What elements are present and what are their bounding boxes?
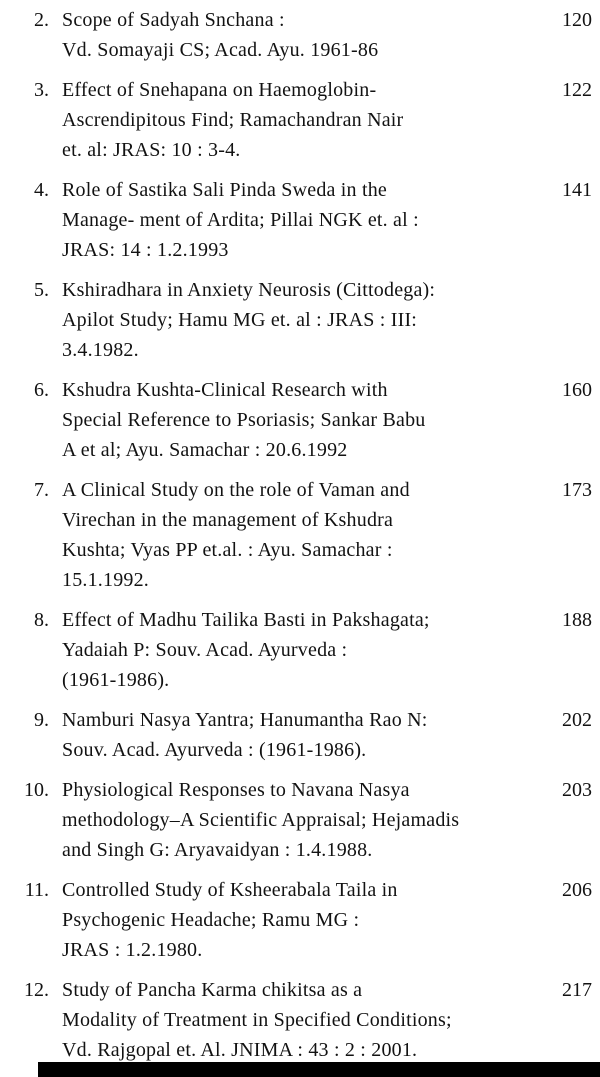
entry-line: Kshiradhara in Anxiety Neurosis (Cittodega):	[62, 279, 436, 301]
entry-line: JRAS : 1.2.1980.	[62, 939, 203, 961]
entry-line: (1961-1986).	[62, 669, 170, 691]
entry-page-number: 202	[558, 705, 592, 735]
entry-number: 5.	[34, 279, 49, 301]
entry-line: JRAS: 14 : 1.2.1993	[62, 239, 229, 261]
entry-lines	[62, 875, 596, 965]
entry-line: Vd. Somayaji CS; Acad. Ayu. 1961-86	[62, 39, 379, 61]
entry-line: Physiological Responses to Navana Nasya	[62, 779, 410, 801]
entry-page-number: 160	[558, 375, 592, 405]
toc-entry	[2, 5, 596, 65]
entry-lines	[62, 605, 596, 695]
entry-line: Ascrendipitous Find; Ramachandran Nair	[62, 109, 404, 131]
entry-line: methodology–A Scientific Appraisal; Hejamadis	[62, 809, 460, 831]
entry-page-number: 203	[558, 775, 592, 805]
entry-line: Vd. Rajgopal et. Al. JNIMA : 43 : 2 : 2001.	[62, 1039, 418, 1061]
entry-line: Role of Sastika Sali Pinda Sweda in the	[62, 179, 387, 201]
entry-number: 9.	[34, 709, 49, 731]
toc-entry	[2, 605, 596, 695]
entry-lines	[62, 475, 596, 595]
entry-number: 12.	[24, 979, 49, 1001]
entry-line: Study of Pancha Karma chikitsa as a	[62, 979, 363, 1001]
entry-page-number: 122	[558, 75, 592, 105]
entry-number: 8.	[34, 609, 49, 631]
toc-entry	[2, 175, 596, 265]
entry-page-number: 173	[558, 475, 592, 505]
entry-line: Effect of Madhu Tailika Basti in Pakshagata;	[62, 609, 430, 631]
entry-line: Special Reference to Psoriasis; Sankar Babu	[62, 409, 426, 431]
scan-artifact-bar	[38, 1062, 600, 1077]
entry-line: Effect of Snehapana on Haemoglobin-	[62, 79, 377, 101]
entry-lines	[62, 175, 596, 265]
entry-line: A et al; Ayu. Samachar : 20.6.1992	[62, 439, 348, 461]
entry-line: Apilot Study; Hamu MG et. al : JRAS : III:	[62, 309, 418, 331]
entry-lines	[62, 5, 596, 65]
entry-number: 6.	[34, 379, 49, 401]
entry-line: Scope of Sadyah Snchana :	[62, 9, 285, 31]
toc-entry	[2, 775, 596, 865]
entry-line: 3.4.1982.	[62, 339, 139, 361]
entry-line: Modality of Treatment in Specified Conditions;	[62, 1009, 452, 1031]
toc-entry	[2, 705, 596, 765]
entry-line: and Singh G: Aryavaidyan : 1.4.1988.	[62, 839, 373, 861]
entry-lines	[62, 275, 596, 365]
entry-line: Virechan in the management of Kshudra	[62, 509, 394, 531]
entry-line: Souv. Acad. Ayurveda : (1961-1986).	[62, 739, 367, 761]
entry-line: et. al: JRAS: 10 : 3-4.	[62, 139, 241, 161]
entry-line: Kushta; Vyas PP et.al. : Ayu. Samachar :	[62, 539, 393, 561]
entry-lines	[62, 975, 596, 1065]
toc-entry	[2, 475, 596, 595]
entry-line: Psychogenic Headache; Ramu MG :	[62, 909, 360, 931]
entry-line: A Clinical Study on the role of Vaman and	[62, 479, 410, 501]
entry-line: Yadaiah P: Souv. Acad. Ayurveda :	[62, 639, 348, 661]
entry-page-number: 206	[558, 875, 592, 905]
toc-entry	[2, 975, 596, 1065]
entry-number: 4.	[34, 179, 49, 201]
entry-lines	[62, 705, 596, 765]
entry-number: 10.	[24, 779, 49, 801]
entry-line: Kshudra Kushta-Clinical Research with	[62, 379, 388, 401]
entry-line: Namburi Nasya Yantra; Hanumantha Rao N:	[62, 709, 428, 731]
toc-entry	[2, 275, 596, 365]
toc-entry	[2, 375, 596, 465]
entry-number: 11.	[24, 879, 49, 901]
entry-number: 3.	[34, 79, 49, 101]
entry-page-number: 188	[558, 605, 592, 635]
entry-page-number: 120	[558, 5, 592, 35]
entry-line: Manage- ment of Ardita; Pillai NGK et. al :	[62, 209, 419, 231]
toc-entry	[2, 75, 596, 165]
entry-lines	[62, 75, 596, 165]
entry-lines	[62, 775, 596, 865]
entry-number: 2.	[34, 9, 49, 31]
entry-page-number: 141	[558, 175, 592, 205]
entry-line: Controlled Study of Ksheerabala Taila in	[62, 879, 398, 901]
entry-line: 15.1.1992.	[62, 569, 149, 591]
entry-page-number: 217	[558, 975, 592, 1005]
entry-lines	[62, 375, 596, 465]
entry-number: 7.	[34, 479, 49, 501]
toc-entry	[2, 875, 596, 965]
